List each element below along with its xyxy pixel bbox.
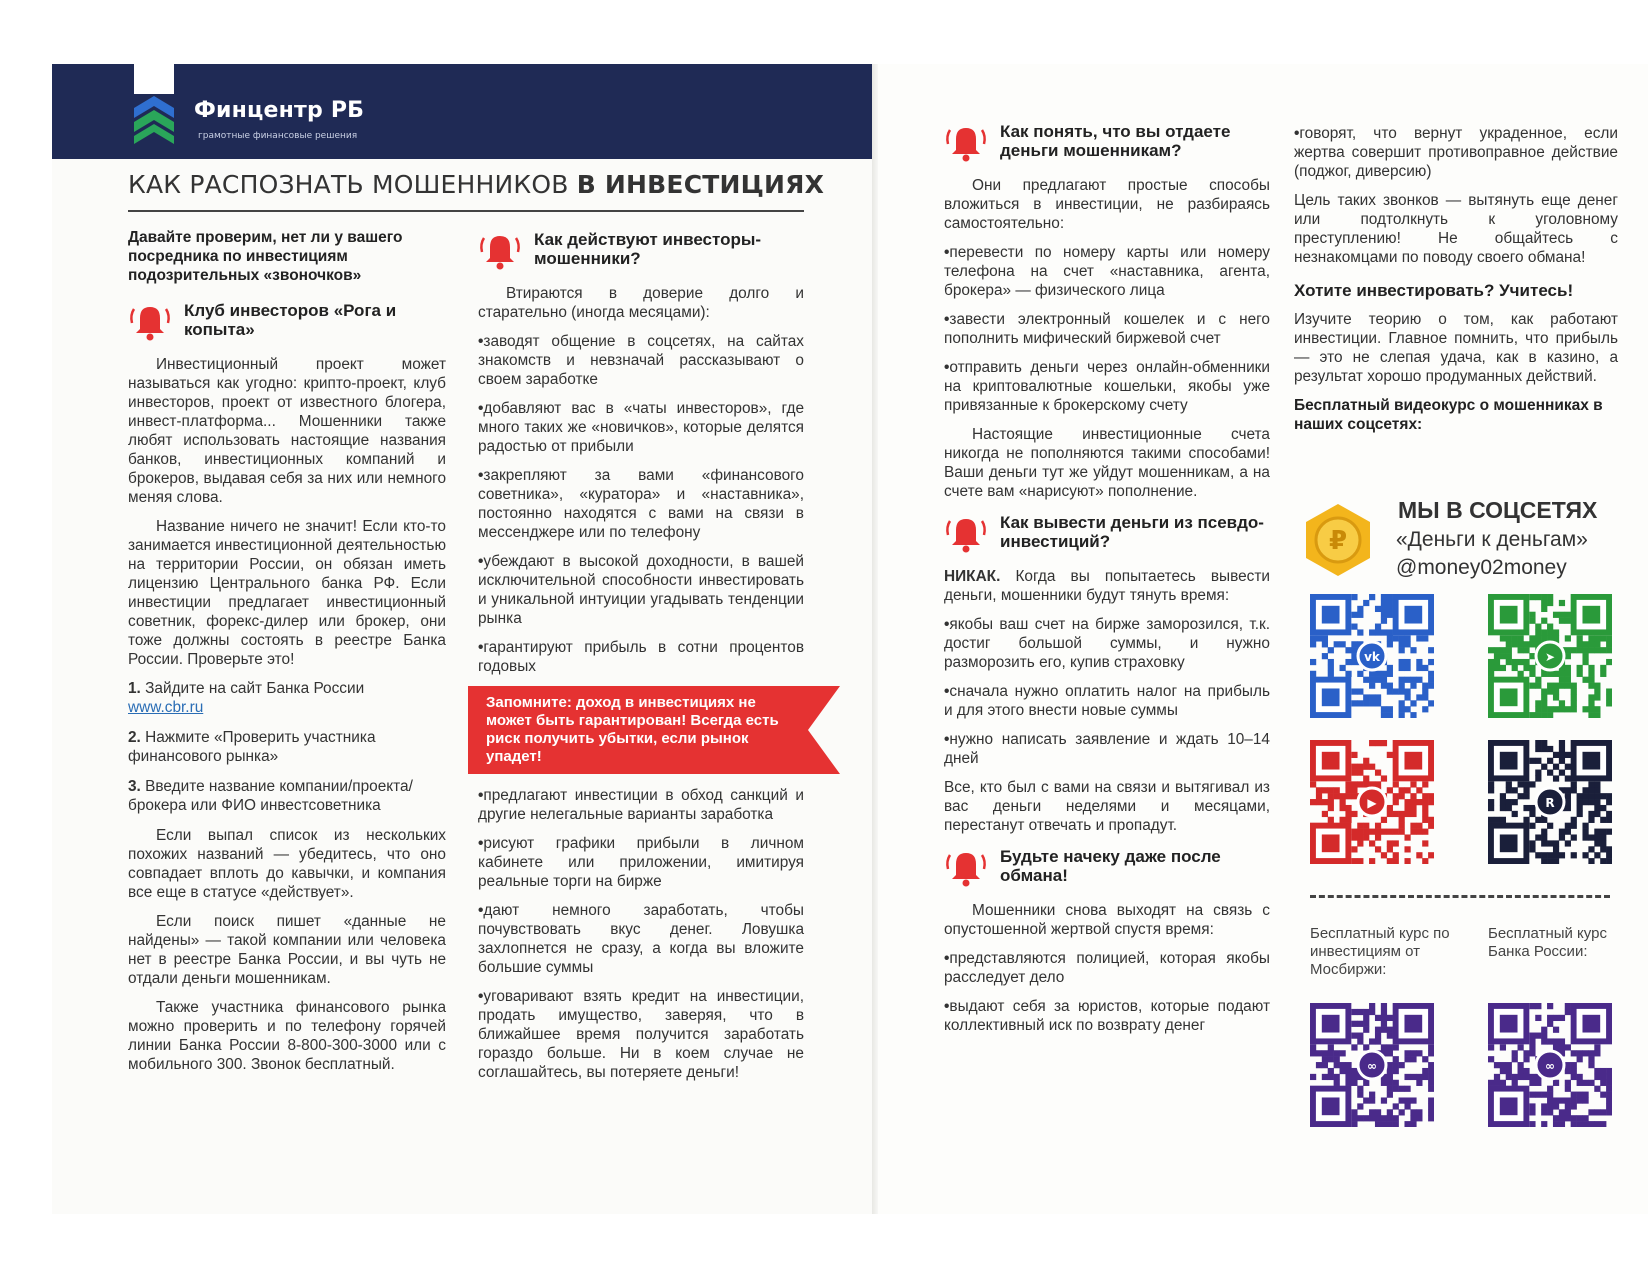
youtube-icon-glyph: ▶ [1367,796,1377,810]
column-3 [944,120,1270,1045]
social-handle[interactable]: @money02money [1396,556,1567,579]
vk-icon-glyph: vk [1364,650,1380,664]
bullet-item: • заводят общение в соцсетях, на сайтах знакомств и невзначай рассказывают о своем заработке [478,332,804,389]
brand-tagline: грамотные финансовые решения [198,131,358,141]
bullet-item: • гарантируют прибыль в сотни процентов годовых [478,638,804,676]
paragraph: Они предлагают простые способы вложиться в инвестиции, не разбираясь самостоятельно: [944,177,1270,232]
paragraph: Мошенники снова выходят на связь с опустошенной жертвой спустя время: [944,902,1270,938]
column-4 [1294,124,1618,448]
section-header-recognize [944,120,1270,164]
section-header-withdraw [944,511,1270,555]
section-header-club [128,299,446,343]
section-header-alert [944,845,1270,889]
bullet-item: • дают немного заработать, чтобы почувствовать вкус денег. Ловушка захлопнется не сразу, а когда вы вложите большие суммы [478,901,804,977]
paragraph: Если выпал список из нескольких похожих названий — убедитесь, что оно совпадает вплоть до кавычки, и компания все еще в статусе «действует». [128,827,446,901]
section-title: Как понять, что вы отдаете деньги мошенникам? [1000,122,1231,160]
bullet-item: • нужно написать заявление и ждать 10–14 дней [944,730,1270,768]
bullet-item: • сначала нужно оплатить налог на прибыль и для этого внести новые суммы [944,682,1270,720]
logo-chevrons-icon [134,64,174,146]
coin-logo-icon [1300,502,1376,578]
paragraph: Изучите теорию о том, как работают инвестиции. Главное помнить, что прибыль — это не слепая удача, как в казино, а результат хорошо продуманных действий. [1294,311,1618,385]
warning-banner-text: Запомните: доход в инвестициях не может быть гарантирован! Всегда есть риск получить убытки, если рынок упадет! [486,694,779,765]
paragraph: Также участника финансового рынка можно проверить и по телефону горячей линии Банка России 8-800-300-3000 или с мобильного 300. Звонок бесплатный. [128,999,446,1073]
social-name: «Деньги к деньгам» [1396,528,1588,551]
bullet-item: • добавляют вас в «чаты инвесторов», где много таких же «новичков», которые делятся радостью от прибыли [478,399,804,456]
telegram-icon-glyph: ➤ [1544,650,1556,664]
bullet-item: • закрепляют за вами «финансового советника», «куратора» и «наставника», постоянно находятся с вами на связи в мессенджере или по телефону [478,466,804,542]
section-title: Как вывести деньги из псевдо-инвестиций? [1000,513,1264,551]
paragraph: Цель таких звонков — вытянуть еще денег или подтолкнуть к уголовному преступлению! Не общайтесь с незнакомцами по поводу своего обмана! [1294,192,1618,266]
moex-course-caption: Бесплатный курс по инвестициям от Мосбиржи: [1310,925,1450,978]
alarm-bell-icon [944,511,988,555]
alarm-bell-icon [944,845,988,889]
link-icon-glyph: ∞ [1367,1059,1377,1073]
social-title: МЫ В СОЦСЕТЯХ [1398,497,1598,523]
section-header-scammers [478,228,804,272]
paragraph: Настоящие инвестиционные счета никогда не пополняются такими способами! Ваши деньги тут же уйдут мошенникам, а на счете вам «нарисуют» пополнение. [944,426,1270,500]
alarm-bell-icon [478,228,522,272]
paragraph: Инвестиционный проект может называться как угодно: крипто-проект, клуб инвесторов, проект от известного блогера, инвест-платформа... Мошенники также любят использовать настоящие названия банков, инвестиционных компаний и брокеров, выдавая себя за них или немного меняя слова. [128,356,446,506]
bullet-item: • предлагают инвестиции в обход санкций и другие нелегальные варианты заработка [478,786,804,824]
link-icon-glyph: ∞ [1545,1059,1555,1073]
bullet-item: • завести электронный кошелек и с него пополнить мифический биржевой счет [944,310,1270,348]
bullet-item: • якобы ваш счет на бирже заморозился, т.к. достиг большой суммы, и нужно разморозить его, купив страховку [944,615,1270,672]
section-title: Клуб инвесторов «Рога и копыта» [184,301,397,339]
bullet-item: • отправить деньги через онлайн-обменники на криптовалютные кошельки, якобы уже привязанные к брокерскому счету [944,358,1270,415]
paragraph: Втираются в доверие долго и старательно (иногда месяцами): [478,285,804,321]
paragraph: Все, кто был с вами на связи и вытягивал из вас деньги неделями и месяцами, перестанут отвечать и пропадут. [944,779,1270,834]
warning-banner [468,686,816,774]
step-3: 3. Введите название компании/проекта/брокера или ФИО инвестсоветника [128,778,413,814]
qr-code-cbr-course[interactable] [1488,1003,1612,1127]
alarm-bell-icon [944,120,988,164]
bullet-item: • говорят, что вернут украденное, если жертва совершит противоправное действие (поджог, диверсию) [1294,124,1618,181]
header-band [52,64,872,159]
video-course-heading: Бесплатный видеокурс о мошенниках в наших соцсетях: [1294,397,1603,433]
paragraph: НИКАК. Когда вы попытаетесь вывести деньги, мошенники будут тянуть время: [944,568,1270,604]
paragraph: Название ничего не значит! Если кто-то занимается инвестиционной деятельностью на территории России, он обязан иметь лицензию Центрального банка РФ. Если инвестиции предлагает инвестиционный советник, форекс-дилер или брокер, они тоже должны состоять в реестре Банка России. Проверьте это! [128,518,446,668]
paragraph: Если поиск пишет «данные не найдены» — такой компании или человека нет в реестре Банка России, и вы чуть не отдали деньги мошенникам. [128,913,446,987]
qr-code-rutube[interactable] [1488,740,1612,864]
bullet-item: • рисуют графики прибыли в личном кабинете или приложении, имитируя реальные торги на бирже [478,834,804,891]
step-1: 1. Зайдите на сайт Банка России www.cbr.ru [128,680,365,716]
qr-code-youtube[interactable] [1310,740,1434,864]
svg-text:₽: ₽ [1328,526,1348,556]
bullet-item: • выдают себя за юристов, которые подают коллективный иск по возврату денег [944,997,1270,1035]
qr-code-moex-course[interactable] [1310,1003,1434,1127]
page-fold [872,64,878,1214]
qr-code-vk[interactable] [1310,594,1434,718]
qr-code-telegram[interactable] [1488,594,1612,718]
section-title: Как действуют инвесторы-мошенники? [534,230,762,268]
title-rule [128,210,804,212]
rutube-icon-glyph: R [1545,796,1555,810]
column-2 [478,228,804,1092]
dashed-divider [1310,895,1610,898]
alarm-bell-icon [128,299,172,343]
cbr-link[interactable]: www.cbr.ru [128,699,204,716]
section-title: Будьте начеку даже после обмана! [1000,847,1221,885]
column-1 [128,228,446,1084]
intro-text: Давайте проверим, нет ли у вашего посредника по инвестициям подозрительных «звоночков» [128,229,403,284]
bullet-item: • перевести по номеру карты или номеру телефона на счет «наставника, агента, брокера» — физического лица [944,243,1270,300]
bullet-item: • представляются полицией, которая якобы расследует дело [944,949,1270,987]
cbr-course-caption: Бесплатный курс Банка России: [1488,925,1607,960]
bullet-item: • убеждают в высокой доходности, в вашей исключительной способности инвестировать и уникальной интуиции угадывать тенденции рынка [478,552,804,628]
page-title: КАК РАСПОЗНАТЬ МОШЕННИКОВ В ИНВЕСТИЦИЯХ [128,170,825,199]
brand-name: Финцентр РБ [194,98,365,123]
step-2: 2. Нажмите «Проверить участника финансового рынка» [128,729,376,765]
section-title: Хотите инвестировать? Учитесь! [1294,281,1574,300]
bullet-item: • уговаривают взять кредит на инвестиции, продать имущество, заверяя, что в ближайшее время получится заработать гораздо больше. Ни в коем случае не соглашайтесь, вы потеряете деньги! [478,987,804,1082]
